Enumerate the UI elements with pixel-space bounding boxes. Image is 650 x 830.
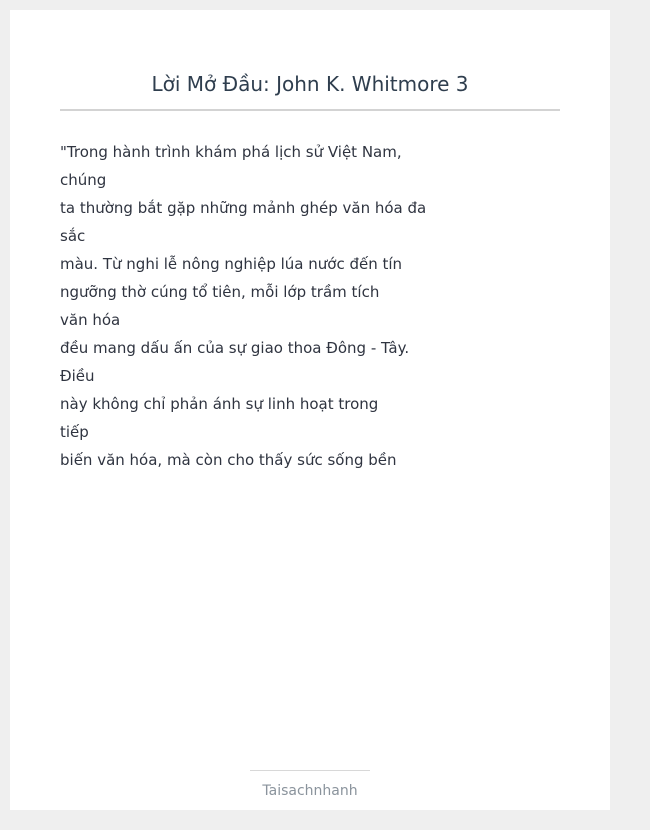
footer-divider [250, 770, 370, 771]
page-title: Lời Mở Đầu: John K. Whitmore 3 [151, 72, 469, 96]
body-line: ta thường bắt gặp những mảnh ghép văn hóa đa [60, 199, 427, 217]
title-divider [60, 109, 560, 111]
body-line: chúng [60, 171, 107, 189]
footer-source: Taisachnhanh [262, 783, 358, 799]
body-line: này không chỉ phản ánh sự linh hoạt trong [60, 395, 379, 413]
body-line: Điều [60, 367, 95, 385]
body-line: tiếp [60, 423, 89, 441]
document-page [10, 10, 610, 810]
body-text [60, 138, 560, 474]
body-line: "Trong hành trình khám phá lịch sử Việt Nam, [60, 143, 402, 161]
body-line: ngưỡng thờ cúng tổ tiên, mỗi lớp trầm tích [60, 283, 380, 301]
body-line: biến văn hóa, mà còn cho thấy sức sống bền [60, 451, 397, 469]
body-line: văn hóa [60, 311, 121, 329]
body-line: màu. Từ nghi lễ nông nghiệp lúa nước đến tín [60, 255, 403, 273]
body-line: đều mang dấu ấn của sự giao thoa Đông - Tây. [60, 339, 410, 357]
body-line: sắc [60, 227, 86, 245]
